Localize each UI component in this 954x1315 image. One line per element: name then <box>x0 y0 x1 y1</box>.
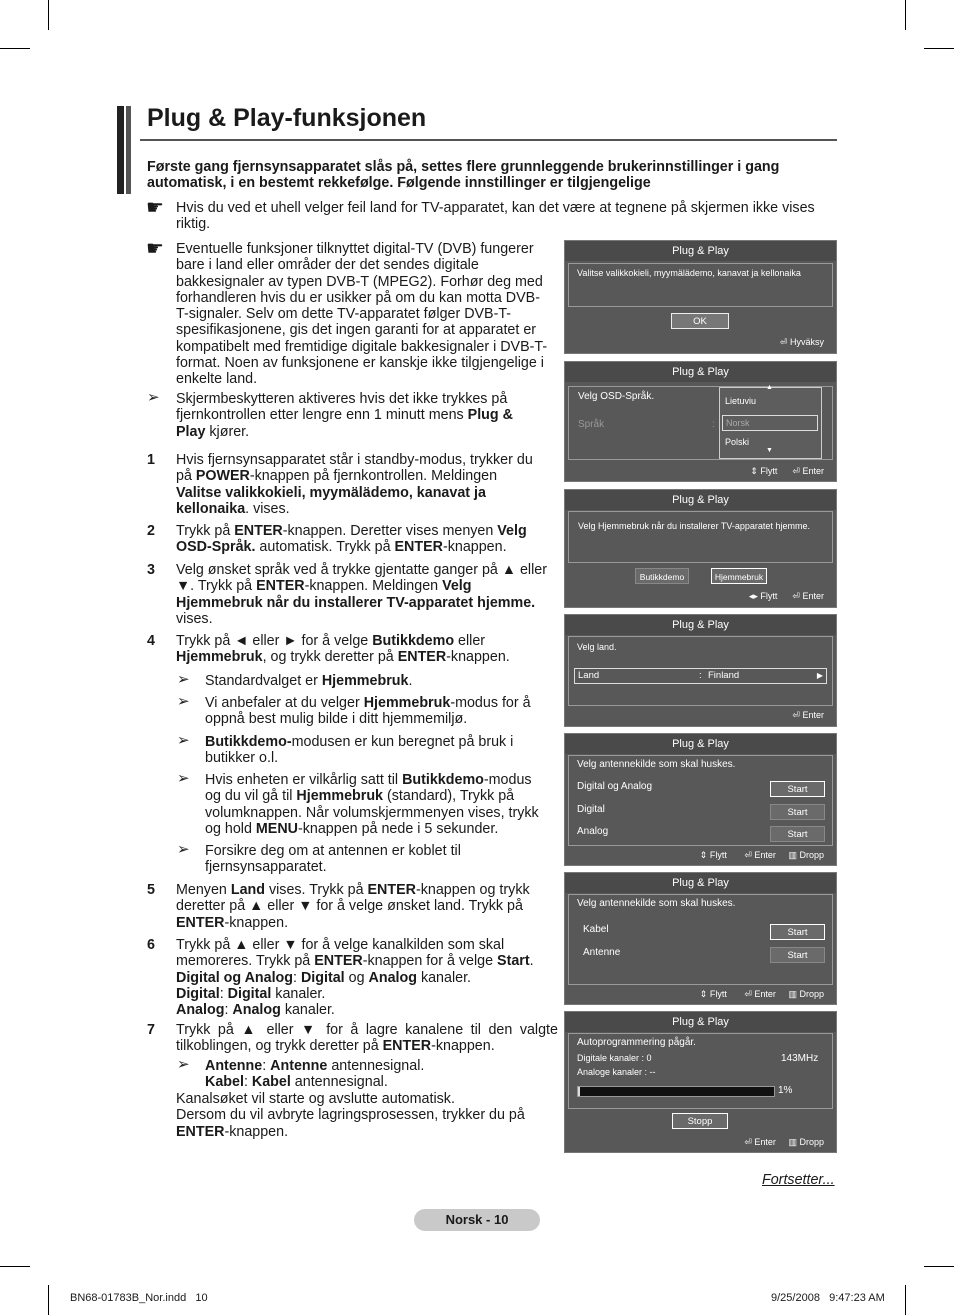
footer-file: BN68-01783B_Nor.indd 10 <box>70 1292 208 1304</box>
screen-header: Plug & Play <box>565 362 836 382</box>
exit-icon: ▥ <box>788 850 797 860</box>
tv-screen-mode <box>564 489 837 608</box>
scroll-up-icon[interactable]: ▲ <box>766 384 773 391</box>
start-button[interactable]: Start <box>770 804 825 820</box>
step-number: 1 <box>147 452 155 468</box>
note-text: Standardvalget er Hjemmebruk. <box>205 673 413 689</box>
stop-button[interactable]: Stopp <box>672 1113 728 1129</box>
note-text: Vi anbefaler at du velger Hjemmebruk-modus for å oppnå best mulig bilde i ditt hjemmemiljø. <box>205 695 531 728</box>
note-text: Hvis du ved et uhell velger feil land for TV-apparatet, kan det være at tegnene på skjermen ikke vises riktig. <box>176 200 815 233</box>
title-accent <box>117 106 124 194</box>
crop-mark <box>0 48 30 49</box>
footer-hint: ⏎ Hyväksy <box>779 337 824 347</box>
footer-hint: ⇕ Flytt ⏎ Enter ▥ Dropp <box>699 989 824 999</box>
screen-header: Plug & Play <box>565 615 836 635</box>
step-text: Kanalsøket vil starte og avslutte automatisk. Dersom du vil avbryte lagringsprosessen, trykker du på ENTER-knappen. <box>176 1091 525 1140</box>
arrow-note-icon: ➢ <box>177 1056 190 1073</box>
language-dropdown[interactable] <box>719 384 822 459</box>
note-text: Eventuelle funksjoner tilknyttet digital-TV (DVB) fungerer bare i land eller områder der det sendes digitale bakkesignaler av typen DVB-T (MPEG2). Forhør deg med forhandleren hvis du er usikker på om du kan motta DVB-T-signaler. Selv om dette TV-apparatet følger DVB-T-spesifikasjonene, gis det ingen garanti for at apparatet er kompatibelt med fremtidige digitale bakkesignaler i DVB-T-format. Noen av funksjonene er kanskje ikke tilgjengelige i enkelte land. <box>176 241 548 388</box>
footer-hint: ⇕ Flytt ⏎ Enter ▥ Dropp <box>699 850 824 860</box>
page-title: Plug & Play-funksjonen <box>147 104 427 132</box>
left-right-icon: ◂▸ <box>748 591 758 601</box>
enter-icon: ⏎ <box>792 591 800 601</box>
step-text: Velg ønsket språk ved å trykke gjentatte ganger på ▲ eller ▼. Trykk på ENTER-knappen. Meldingen Velg Hjemmebruk når du installerer TV-apparatet hjemme. vises. <box>176 562 547 627</box>
up-down-icon: ⇕ <box>699 850 708 860</box>
page-number: Norsk - 10 <box>414 1209 540 1231</box>
footer-hint: ⇕ Flytt ⏎ Enter <box>750 466 824 476</box>
enter-icon: ⏎ <box>744 989 752 999</box>
tv-screen-antenna-source <box>564 733 837 866</box>
source-label: Analog <box>577 826 609 837</box>
crop-mark <box>924 48 954 49</box>
intro-text: Første gang fjernsynsapparatet slås på, settes flere grunnleggende brukerinnstillinger i gang automatisk, i en bestemt rekkefølge. Følgende innstillinger er tilgjengelige <box>147 159 780 191</box>
note-text: Butikkdemo-modusen er kun beregnet på bruk i butikker o.l. <box>205 734 514 767</box>
source-label: Kabel <box>583 924 609 935</box>
message-box <box>568 263 833 307</box>
progress-fill <box>578 1087 580 1096</box>
ok-button[interactable]: OK <box>671 313 729 329</box>
note-text: Skjermbeskytteren aktiveres hvis det ikke trykkes på fjernkontrollen etter lengre enn 1 minutt mens Plug & Play kjører. <box>176 391 513 440</box>
start-button[interactable]: Start <box>770 826 825 842</box>
option-item[interactable]: Lietuviu <box>725 396 757 406</box>
tv-screen-language <box>564 240 837 354</box>
crop-mark <box>48 1285 49 1315</box>
message-box: Velg OSD-Språk. Språk : ▲ Lietuviu Norsk Polski ▼ <box>568 386 833 460</box>
arrow-note-icon: ➢ <box>177 671 190 688</box>
arrow-note-icon: ➢ <box>177 841 190 858</box>
up-down-icon: ⇕ <box>699 989 708 999</box>
enter-icon: ⏎ <box>792 466 800 476</box>
footer-date: 9/25/2008 9:47:23 AM <box>771 1292 885 1304</box>
message-box: Velg antennekilde som skal huskes. Digital og Analog Digital Analog Start Start Start <box>568 755 833 846</box>
exit-icon: ▥ <box>788 989 797 999</box>
step-text: Hvis fjernsynsapparatet står i standby-modus, trykker du på POWER-knappen på fjernkontrollen. Meldingen Valitse valikkokieli, myymälädemo, kanavat ja kellonaika. vises. <box>176 452 533 517</box>
tv-screen-auto-program <box>564 1011 837 1153</box>
option-item[interactable]: Polski <box>725 437 750 447</box>
note-text: Antenne: Antenne antennesignal. Kabel: Kabel antennesignal. <box>205 1058 425 1091</box>
source-label: Digital og Analog <box>577 781 653 792</box>
progress-percent: 1% <box>778 1085 793 1096</box>
step-text: Menyen Land vises. Trykk på ENTER-knappen og trykk deretter på ▲ eller ▼ for å velge ønsket land. Trykk på ENTER-knappen. <box>176 882 530 931</box>
hand-pointer-icon: ☛ <box>146 238 164 260</box>
crop-mark <box>924 1266 954 1267</box>
crop-mark <box>905 1285 906 1315</box>
start-button[interactable]: Start <box>770 781 825 797</box>
start-button[interactable]: Start <box>770 947 825 963</box>
tv-screen-antenna-type <box>564 872 837 1005</box>
screen-header: Plug & Play <box>565 241 836 261</box>
right-arrow-icon[interactable]: ▶ <box>816 671 823 680</box>
progress-bar <box>577 1086 775 1097</box>
tv-screen-osd-language <box>564 361 837 482</box>
option-item-selected[interactable]: Norsk <box>722 415 818 431</box>
source-label: Antenne <box>583 947 621 958</box>
country-selector[interactable]: Land : Finland ▶ <box>574 668 827 684</box>
step-number: 2 <box>147 523 155 539</box>
step-number: 6 <box>147 937 155 953</box>
step-text: Trykk på ▲ eller ▼ for å velge kanalkilden som skal memoreres. Trykk på ENTER-knappen for å velge Start. Digital og Analog: Digital og Analog kanaler. Digital: Digital kanaler. Analog: Analog kanaler. <box>176 937 534 1019</box>
screen-header: Plug & Play <box>565 734 836 754</box>
step-text: Trykk på ▲ eller ▼ for å lagre kanalene til den valgte tilkoblingen, og trykk deretter på ENTER-knappen. <box>176 1022 558 1055</box>
crop-mark <box>0 1266 30 1267</box>
footer-hint: ◂▸ Flytt ⏎ Enter <box>748 591 824 601</box>
enter-icon: ⏎ <box>744 1137 752 1147</box>
home-use-button[interactable]: Hjemmebruk <box>711 568 767 584</box>
enter-icon: ⏎ <box>779 337 788 347</box>
hand-pointer-icon: ☛ <box>146 197 164 219</box>
crop-mark <box>905 0 906 30</box>
step-number: 3 <box>147 562 155 578</box>
footer-hint: ⏎ Enter ▥ Dropp <box>744 1137 824 1147</box>
screen-header: Plug & Play <box>565 490 836 510</box>
exit-icon: ▥ <box>788 1137 797 1147</box>
start-button[interactable]: Start <box>770 924 825 940</box>
step-text: Trykk på ENTER-knappen. Deretter vises menyen Velg OSD-Språk. automatisk. Trykk på ENTER-knappen. <box>176 523 527 556</box>
note-text: Hvis enheten er vilkårlig satt til Butikkdemo-modus og du vil gå til Hjemmebruk (standard), Trykk på volumknappen. Når volumskjermmenyen vises, trykk og hold MENU-knappen på nede i 5 sekunder. <box>205 772 539 837</box>
message-text: Valitse valikkokieli, myymälädemo, kanavat ja kellonaika <box>577 268 801 278</box>
crop-mark <box>48 0 49 30</box>
enter-icon: ⏎ <box>744 850 752 860</box>
footer-hint: ⏎ Enter <box>792 710 824 720</box>
message-text: Velg Hjemmebruk når du installerer TV-apparatet hjemme. <box>578 521 810 531</box>
note-text: Forsikre deg om at antennen er koblet til fjernsynsapparatet. <box>205 843 461 876</box>
step-number: 7 <box>147 1022 155 1038</box>
screen-header: Plug & Play <box>565 873 836 893</box>
tv-screen-country <box>564 614 837 727</box>
title-accent <box>126 106 131 194</box>
up-down-icon: ⇕ <box>750 466 758 476</box>
arrow-note-icon: ➢ <box>177 732 190 749</box>
store-demo-button[interactable]: Butikkdemo <box>635 568 689 584</box>
step-number: 5 <box>147 882 155 898</box>
step-number: 4 <box>147 633 155 649</box>
arrow-note-icon: ➢ <box>177 693 190 710</box>
arrow-note-icon: ➢ <box>177 770 190 787</box>
step-text: Trykk på ◄ eller ► for å velge Butikkdemo eller Hjemmebruk, og trykk deretter på ENTER-knappen. <box>176 633 510 666</box>
title-rule <box>140 139 837 141</box>
enter-icon: ⏎ <box>792 710 800 720</box>
message-box: Velg land. Land : Finland ▶ <box>568 636 833 706</box>
screen-header: Plug & Play <box>565 1012 836 1032</box>
message-box <box>568 511 833 563</box>
scroll-down-icon[interactable]: ▼ <box>766 447 773 454</box>
message-box: Velg antennekilde som skal huskes. Kabel Antenne Start Start <box>568 894 833 985</box>
source-label: Digital <box>577 804 605 815</box>
message-box: Autoprogrammering pågår. Digitale kanaler : 0 Analoge kanaler : -- 143MHz 1% <box>568 1033 833 1109</box>
continues-text: Fortsetter... <box>762 1172 835 1188</box>
arrow-note-icon: ➢ <box>147 389 160 406</box>
